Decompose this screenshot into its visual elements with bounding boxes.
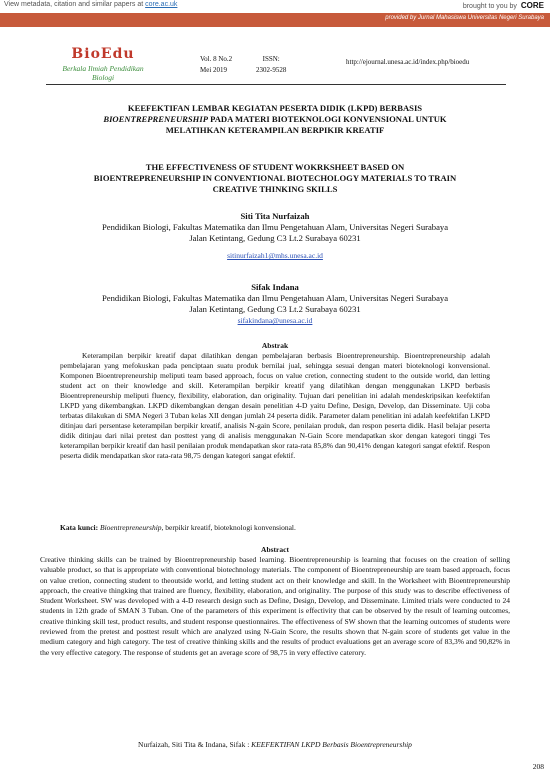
header-divider xyxy=(46,84,506,85)
author-address: Jalan Ketintang, Gedung C3 Lt.2 Surabaya 60231 xyxy=(189,233,361,243)
journal-url[interactable]: http://ejournal.unesa.ac.id/index.php/bioedu xyxy=(346,58,470,66)
journal-name: BioEdu xyxy=(71,46,135,62)
author-address: Jalan Ketintang, Gedung C3 Lt.2 Surabaya 60231 xyxy=(189,304,361,314)
core-link[interactable]: core.ac.uk xyxy=(145,1,178,8)
author-affiliation: Pendidikan Biologi, Fakultas Matematika dan Ilmu Pengetahuan Alam, Universitas Negeri Surabaya xyxy=(101,222,449,232)
provided-by-text[interactable]: provided by Jurnal Mahasiswa Universitas Negeri Surabaya xyxy=(385,15,544,21)
journal-issn: ISSN: 2302-9528 xyxy=(256,55,287,74)
abstrak-body: Keterampilan berpikir kreatif dapat dilatihkan dengan pembelajaran berbasis Bioentrepreneurship. Bioentrepreneurship adalah pembelajaran yang mefokuskan pada penciptaan suatu produk bernilai jual, sehingga sesuai dengan materi bioteknologi konvensional. Komponen Bioentrepreneurship meliputi team based approach, focus on value cretion, connecting student to the outside world, dan letting student act on their knowledge and skill. Keterampilan berpikir kreatif yang dilatihkan dengan menggunakan LKPD berbasis Bioentrepreneurship meliputi fluency, flexibility, elaboration, dan originality. Tujuan dari penelitian ini adalah mendeskripsikan keefektifan LKPD yang dikembangkan. LKPD dikembangkan dengan desain penelitian 4-D yaitu Define, Design, Develop, dan Disseminate. Uji coba terbatas dilakukan di SMA Negeri 3 Tuban kelas XII dengan jumlah 24 peserta didik. Parameter dalam penelitian ini adalah keefektifan LKPD ditinjau dari persentase keterampilan berpikir kreatif, analisis N-gain Score, penilaian produk, dan respon peserta didik. Hasil belajar peserta didik ditinjau dari nilai pretest dan posttest yang di analisis menggunakan N-Gain Score mendapatkan skor dengan kategori tinggi Tes keterampilan berpikir kreatif dan hasil penilaian produk mendapatkan skor rata-rata 85,8% dan 90,41% dengan kategori sangat efektif. Respon peserta didik mendapatkan skor rata-rata 98,75 dengan kategori sangat efektif. xyxy=(60,351,490,460)
title-indonesian: KEEFEKTIFAN LEMBAR KEGIATAN PESERTA DIDIK (LKPD) BERBASIS BIOENTREPRENEURSHIP PADA MATERI BIOTEKNOLOGI KONVENSIONAL UNTUK MELATIHKAN KETERAMPILAN BERPIKIR KREATIF xyxy=(103,103,447,135)
provided-by-bar xyxy=(0,13,550,27)
page-number: 208 xyxy=(532,762,544,771)
author-name: Sifak Indana xyxy=(251,282,299,292)
core-metadata-text: View metadata, citation and similar papers at core.ac.uk xyxy=(4,1,178,8)
author-block-1 xyxy=(40,211,510,261)
author-email[interactable]: sitinurfaizah1@mhs.unesa.ac.id xyxy=(227,251,323,260)
journal-volume: Vol. 8 No.2 Mei 2019 xyxy=(200,55,233,74)
journal-header xyxy=(46,44,506,86)
author-block-2 xyxy=(40,282,510,326)
keywords: Kata kunci: Bioentrepreneurship, berpikir kreatif, bioteknologi konvensional. xyxy=(60,523,296,532)
core-banner xyxy=(0,0,550,13)
journal-subtitle: Berkala Ilmiah Pendidikan Biologi xyxy=(62,64,144,82)
author-affiliation: Pendidikan Biologi, Fakultas Matematika dan Ilmu Pengetahuan Alam, Universitas Negeri Surabaya xyxy=(101,293,449,303)
author-name: Siti Tita Nurfaizah xyxy=(240,211,310,221)
abstract-heading: Abstract xyxy=(261,545,289,554)
abstrak-heading: Abstrak xyxy=(261,341,289,350)
abstract-body: Creative thinking skills can be trained by Bioentrepreneurship based learning. Bioentrepreneurship is learning that focuses on the creation of selling valuable product, so that is appropriate with conventional biotechnology materials. The component of Bioentrepreneurship are team based approach, focus on value cretion, connecting student to theoutside world, and letting student act on their knowledge and skill. In the Worksheet with Bioentrepreneurship approach, the creative thingking that trained are fluency, flexibility, elaboration, and originality. The purpose of this study was to describe effectiveness of Student Worksheet. SW was developed with a 4-D research design such as Define, Design, Develop, and Disseminate. Limited trials were conducted to 24 students in 12th grade of SMAN 3 Tuban. One of the parameters of this experiment is effectivity that can be observed by the result of learning outcomes, creative thinking skill test, product results, and student response questionnaires. The effectiveness of SW shown that the learning outcomes of students were reviewed from the pretest and posttest result which are analyzed using N-Gain Score, the results shown that N-gain score of students get value in the medium category and high category. The test of creative thinking skills and the results of product evaluations get an average score of 83,3% and 90,82% in the very effective category. The response of students get an average score of 98,75 in very effective caterory. xyxy=(40,555,510,657)
core-brought-by[interactable]: brought to you by CORE xyxy=(462,1,544,10)
page-footer: Nurfaizah, Siti Tita & Indana, Sifak : KEEFEKTIFAN LKPD Berbasis Bioentrepreneurship xyxy=(138,740,412,749)
author-email[interactable]: sifakindana@unesa.ac.id xyxy=(237,316,313,325)
title-english: THE EFFECTIVENESS OF STUDENT WOKRKSHEET BASED ON BIOENTREPRENEURSHIP IN CONVENTIONAL BIOTECHOLOGY MATERIALS TO TRAIN CREATIVE THINKING SKILLS xyxy=(93,162,457,194)
core-logo: CORE xyxy=(520,1,544,10)
journal-brand xyxy=(58,46,148,82)
